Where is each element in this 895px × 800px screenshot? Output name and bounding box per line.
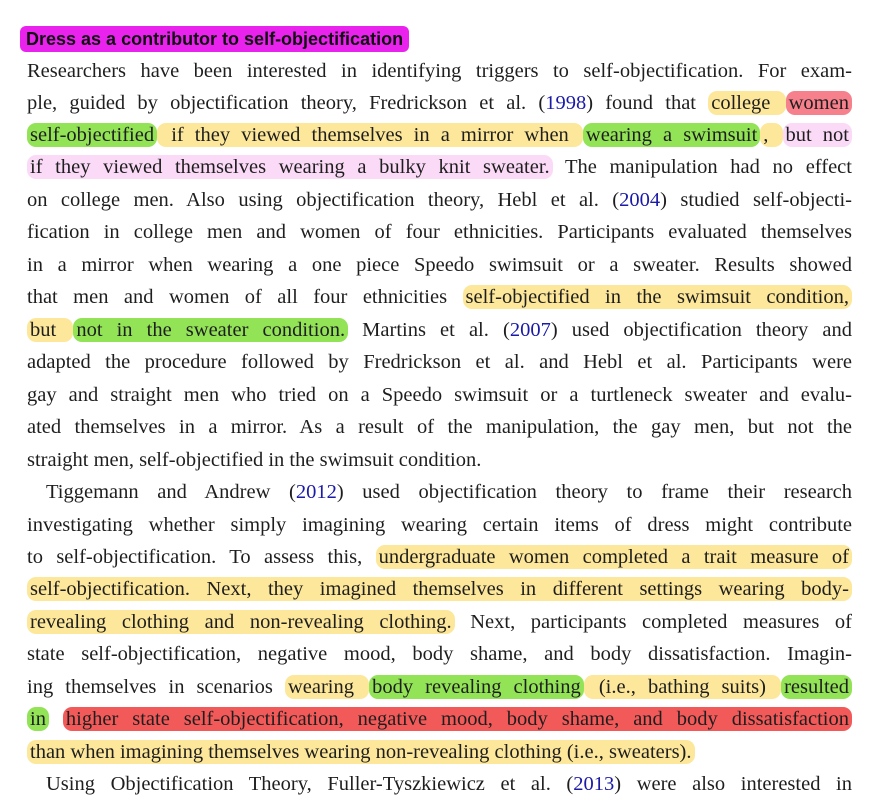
text-segment: ated themselves in a mirror. As a result of the manipulation, the gay men, but not the bbox=[27, 416, 852, 438]
text-segment: ) were also interested in bbox=[614, 773, 852, 795]
paragraph-line bbox=[27, 573, 852, 605]
highlight-pink: but not bbox=[783, 123, 853, 147]
highlight-yellow: but bbox=[27, 318, 73, 342]
highlight-yellow: college bbox=[708, 91, 785, 115]
paragraph-line bbox=[27, 606, 852, 638]
highlight-yellow: self-objectification. Next, they imagined themselves in different settings wearing body- bbox=[27, 577, 852, 601]
text-segment: Next, participants completed measures of bbox=[454, 611, 852, 633]
text-segment: straight men, self-objectified in the swimsuit condition. bbox=[27, 449, 482, 471]
text-segment: ) found that bbox=[586, 92, 709, 114]
paragraph-line bbox=[27, 55, 852, 87]
text-segment: ) studied self-objecti- bbox=[660, 189, 852, 211]
paragraph-line bbox=[27, 736, 852, 768]
citation-link-2013[interactable]: 2013 bbox=[573, 773, 615, 795]
text-segment: fication in college men and women of four ethnicities. Participants evaluated themselves bbox=[27, 221, 852, 243]
highlight-green: resulted bbox=[781, 675, 852, 699]
paragraph-line bbox=[27, 703, 852, 735]
paragraph-line bbox=[27, 509, 852, 541]
highlight-green: body revealing clothing bbox=[369, 675, 584, 699]
text-segment: on college men. Also using objectification theory, Hebl et al. ( bbox=[27, 189, 620, 211]
highlight-green: not in the sweater condition. bbox=[73, 318, 348, 342]
highlight-red: women bbox=[786, 91, 852, 115]
text-segment: ) used objectification theory to frame their research bbox=[336, 481, 852, 503]
paragraph-line bbox=[27, 541, 852, 573]
text-segment: Martins et al. ( bbox=[348, 319, 510, 341]
section-heading: Dress as a contributor to self-objectification bbox=[20, 26, 409, 52]
paragraph-line bbox=[27, 87, 852, 119]
text-segment bbox=[49, 708, 63, 730]
paragraph-line bbox=[27, 249, 852, 281]
paragraph-line bbox=[27, 444, 852, 476]
paragraph-line bbox=[27, 216, 852, 248]
paragraph-line bbox=[27, 119, 852, 151]
text-segment: to self-objectification. To assess this, bbox=[27, 546, 376, 568]
paragraph-line bbox=[27, 151, 852, 183]
paragraph-line bbox=[27, 314, 852, 346]
text-segment: gay and straight men who tried on a Speedo swimsuit or a turtleneck sweater and evalu- bbox=[27, 384, 852, 406]
highlight-yellow: , bbox=[760, 123, 782, 147]
highlight-red: higher state self-objectification, negative mood, body shame, and body dissatisfaction bbox=[63, 707, 852, 731]
text-segment: ple, guided by objectification theory, Fredrickson et al. ( bbox=[27, 92, 546, 114]
highlight-green: wearing a swimsuit bbox=[583, 123, 760, 147]
highlight-yellow: self-objectified in the swimsuit condition, bbox=[463, 285, 852, 309]
highlight-yellow: than when imagining themselves wearing non-revealing clothing (i.e., sweaters). bbox=[27, 740, 695, 764]
citation-link-2004[interactable]: 2004 bbox=[619, 189, 661, 211]
text-segment: Using Objectification Theory, Fuller-Tyszkiewicz et al. ( bbox=[46, 773, 574, 795]
highlight-yellow: undergraduate women completed a trait measure of bbox=[376, 545, 852, 569]
text-segment: in a mirror when wearing a one piece Speedo swimsuit or a sweater. Results showed bbox=[27, 254, 852, 276]
citation-link-2012[interactable]: 2012 bbox=[295, 481, 337, 503]
highlight-yellow: wearing bbox=[285, 675, 369, 699]
text-segment: ) used objectification theory and bbox=[550, 319, 852, 341]
paragraph-line bbox=[27, 281, 852, 313]
paragraph-line bbox=[27, 184, 852, 216]
citation-link-1998[interactable]: 1998 bbox=[545, 92, 587, 114]
citation-link-2007[interactable]: 2007 bbox=[509, 319, 551, 341]
text-segment: adapted the procedure followed by Fredrickson et al. and Hebl et al. Participants were bbox=[27, 351, 852, 373]
text-segment: state self-objectification, negative mood, body shame, and body dissatisfaction. Imagin- bbox=[27, 643, 852, 665]
paragraph-line bbox=[27, 411, 852, 443]
highlight-yellow: revealing clothing and non-revealing clothing. bbox=[27, 610, 455, 634]
text-segment: Tiggemann and Andrew ( bbox=[46, 481, 296, 503]
paragraph-line bbox=[27, 638, 852, 670]
paragraph-line bbox=[27, 671, 852, 703]
text-segment: that men and women of all four ethnicities bbox=[27, 286, 463, 308]
text-segment: ing themselves in scenarios bbox=[27, 676, 285, 698]
highlight-yellow: (i.e., bathing suits) bbox=[584, 675, 781, 699]
text-segment: The manipulation had no effect bbox=[552, 156, 852, 178]
highlight-yellow: if they viewed themselves in a mirror when bbox=[157, 123, 583, 147]
paragraph-line bbox=[27, 379, 852, 411]
text-segment: investigating whether simply imagining wearing certain items of dress might contribute bbox=[27, 514, 852, 536]
text-segment: Researchers have been interested in identifying triggers to self-objectification. For exam- bbox=[27, 60, 852, 82]
highlight-green: self-objectified bbox=[27, 123, 157, 147]
highlight-green: in bbox=[27, 707, 49, 731]
paragraph-line bbox=[46, 768, 852, 800]
paragraph-line bbox=[27, 346, 852, 378]
paragraph-line bbox=[46, 476, 852, 508]
highlight-pink: if they viewed themselves wearing a bulky knit sweater. bbox=[27, 155, 553, 179]
